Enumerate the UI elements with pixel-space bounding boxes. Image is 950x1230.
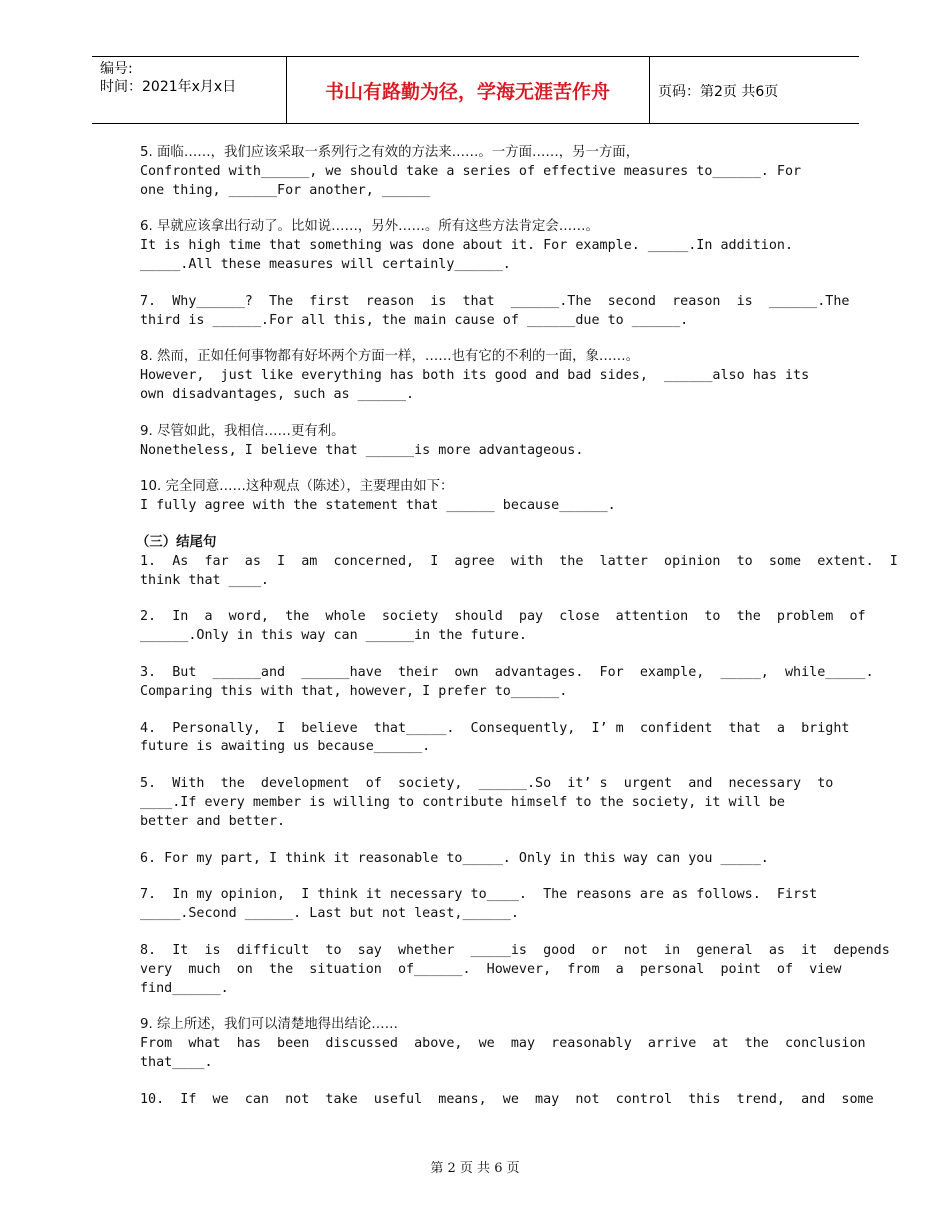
english-line: 8. It is difficult to say whether _____is good or not in general as it depends bbox=[140, 942, 890, 958]
english-line: better and better. bbox=[140, 813, 286, 829]
english-line: I fully agree with the statement that ______ because______. bbox=[140, 498, 616, 514]
english-line: one thing, ______For another, ______ bbox=[140, 182, 431, 198]
page-footer: 第 2 页 共 6 页 bbox=[430, 1161, 520, 1176]
english-line: 10. If we can not take useful means, we may not control this trend, and some bbox=[140, 1091, 874, 1107]
list-item bbox=[140, 478, 810, 516]
english-line: From what has been discussed above, we may reasonably arrive at the conclusion bbox=[140, 1036, 866, 1052]
list-item bbox=[140, 1016, 866, 1072]
header-motto: 书山有路勤为径，学海无涯苦作舟 bbox=[324, 81, 610, 103]
list-item bbox=[140, 886, 818, 924]
chinese-line: 8. 然而，正如任何事物都有好坏两个方面一样，……也有它的不利的一面，象……。 bbox=[140, 349, 640, 365]
english-line: think that ____. bbox=[140, 572, 269, 588]
list-item bbox=[140, 553, 898, 591]
english-line: ____.If every member is willing to contribute himself to the society, it will be bbox=[140, 794, 785, 810]
list-item bbox=[140, 850, 810, 869]
chinese-line: 9. 综上所述，我们可以清楚地得出结论…… bbox=[140, 1017, 399, 1033]
document-body bbox=[136, 144, 898, 1127]
list-item bbox=[140, 293, 850, 331]
english-line: _____.Second ______. Last but not least,______. bbox=[140, 906, 519, 922]
english-line: However, just like everything has both its good and bad sides, ______also has its bbox=[140, 368, 810, 384]
time-label: 时间：2021年x月x日 bbox=[100, 79, 237, 95]
english-line: find______. bbox=[140, 980, 229, 996]
page-header bbox=[92, 56, 859, 124]
chinese-line: 9. 尽管如此，我相信……更有利。 bbox=[140, 423, 345, 439]
english-line: 4. Personally, I believe that_____. Consequently, I’ m confident that a bright bbox=[140, 720, 850, 736]
english-line: that____. bbox=[140, 1054, 213, 1070]
list-item bbox=[140, 942, 890, 998]
english-line: It is high time that something was done about it. For example. _____.In addition. bbox=[140, 238, 794, 254]
english-line: future is awaiting us because______. bbox=[140, 739, 431, 755]
english-line: very much on the situation of______. However, from a personal point of view bbox=[140, 961, 842, 977]
header-meta bbox=[100, 60, 236, 96]
phrase-list-closing bbox=[140, 553, 898, 1110]
number-label: 编号: bbox=[100, 61, 133, 77]
english-line: 6. For my part, I think it reasonable to_____. Only in this way can you _____. bbox=[140, 850, 769, 866]
english-line: ______.Only in this way can ______in the future. bbox=[140, 628, 527, 644]
list-item bbox=[140, 144, 810, 200]
list-item bbox=[140, 423, 810, 461]
header-page-info: 页码：第2页 共6页 bbox=[658, 84, 779, 100]
english-line: 1. As far as I am concerned, I agree with the latter opinion to some extent. I bbox=[140, 553, 898, 569]
list-item bbox=[140, 608, 866, 646]
header-divider bbox=[649, 57, 650, 123]
phrase-list-body bbox=[140, 144, 850, 516]
english-line: 3. But ______and ______have their own advantages. For example, _____, while_____. bbox=[140, 664, 874, 680]
english-line: 7. Why______? The first reason is that ______.The second reason is ______.The bbox=[140, 293, 850, 309]
english-line: third is ______.For all this, the main cause of ______due to ______. bbox=[140, 312, 689, 328]
list-item bbox=[140, 664, 874, 702]
english-line: Nonetheless, I believe that ______is more advantageous. bbox=[140, 442, 584, 458]
chinese-line: 10. 完全同意……这种观点（陈述），主要理由如下： bbox=[140, 479, 454, 495]
list-item bbox=[140, 348, 810, 404]
chinese-line: 5. 面临……，我们应该采取一系列行之有效的方法来……。一方面……，另一方面， bbox=[140, 145, 640, 160]
list-item bbox=[140, 775, 834, 831]
english-line: Comparing this with that, however, I prefer to______. bbox=[140, 683, 568, 699]
section-title: （三）结尾句 bbox=[136, 534, 217, 550]
list-item bbox=[140, 218, 810, 274]
english-line: _____.All these measures will certainly______. bbox=[140, 256, 511, 272]
chinese-line: 6. 早就应该拿出行动了。比如说……，另外……。所有这些方法肯定会……。 bbox=[140, 219, 599, 235]
english-line: 5. With the development of society, ______.So it’ s urgent and necessary to bbox=[140, 776, 834, 792]
english-line: 2. In a word, the whole society should pay close attention to the problem of bbox=[140, 609, 866, 625]
english-line: Confronted with______, we should take a series of effective measures to______. For bbox=[140, 163, 802, 179]
list-item bbox=[140, 720, 850, 758]
english-line: 7. In my opinion, I think it necessary to____. The reasons are as follows. First bbox=[140, 887, 818, 903]
list-item bbox=[140, 1091, 874, 1110]
english-line: own disadvantages, such as ______. bbox=[140, 386, 415, 402]
